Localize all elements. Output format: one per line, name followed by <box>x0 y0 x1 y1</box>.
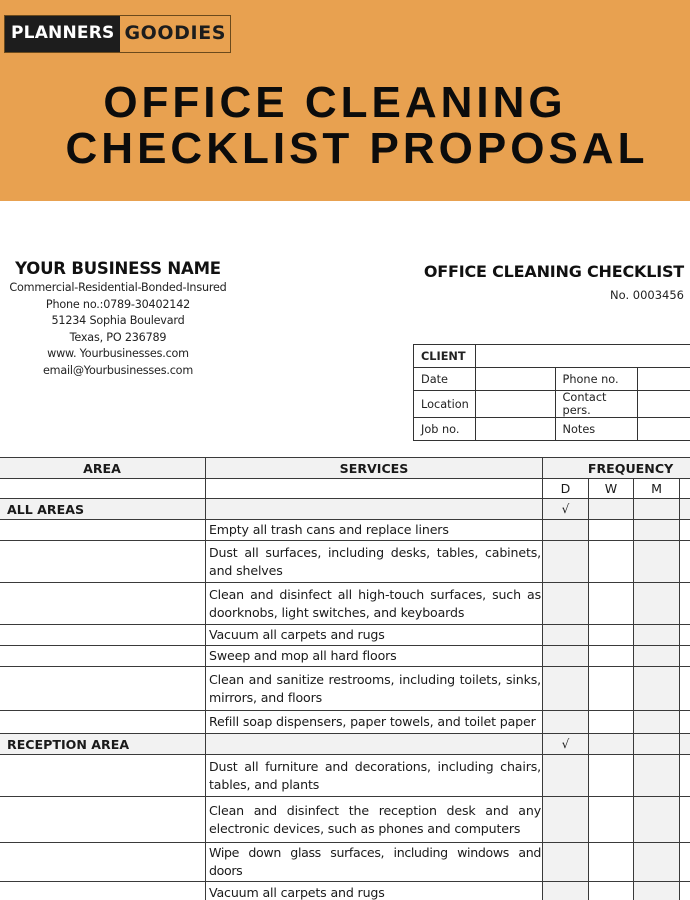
checklist-table <box>0 457 690 900</box>
business-name: YOUR BUSINESS NAME <box>15 259 221 278</box>
freq-extra-header <box>680 479 690 499</box>
service-item: Dust all surfaces, including desks, tables, cabinets, and shelves <box>206 541 543 583</box>
empty-cell <box>0 667 206 711</box>
weekly-checkbox[interactable] <box>589 843 634 882</box>
monthly-checkbox[interactable] <box>634 625 680 646</box>
area-header: AREA <box>0 458 206 479</box>
location-field[interactable] <box>475 391 555 418</box>
daily-checkbox[interactable] <box>543 882 589 900</box>
empty-cell <box>0 479 206 499</box>
service-item: Vacuum all carpets and rugs <box>206 625 543 646</box>
table-row <box>0 797 690 843</box>
service-item: Clean and disinfect the reception desk and any electronic devices, such as phones and computers <box>206 797 543 843</box>
empty-cell <box>0 646 206 667</box>
monthly-checkbox[interactable] <box>634 882 680 900</box>
client-label: CLIENT <box>414 345 476 368</box>
daily-checkbox[interactable] <box>543 625 589 646</box>
extra-checkbox[interactable] <box>680 734 690 755</box>
table-row <box>0 667 690 711</box>
extra-checkbox[interactable] <box>680 797 690 843</box>
daily-checkbox[interactable] <box>543 541 589 583</box>
frequency-header: FREQUENCY <box>543 458 690 479</box>
table-row <box>0 882 690 900</box>
daily-checkbox[interactable] <box>543 667 589 711</box>
section-row-reception-area <box>0 734 690 755</box>
freq-monthly-header: M <box>634 479 680 499</box>
monthly-checkbox[interactable] <box>634 755 680 797</box>
section-row-all-areas <box>0 499 690 520</box>
monthly-checkbox[interactable] <box>634 583 680 625</box>
logo-text-goodies: GOODIES <box>124 22 227 44</box>
daily-checkbox[interactable] <box>543 711 589 734</box>
monthly-checkbox[interactable] <box>634 499 680 520</box>
empty-cell <box>0 711 206 734</box>
table-row <box>0 625 690 646</box>
weekly-checkbox[interactable] <box>589 755 634 797</box>
client-table-row <box>414 368 690 391</box>
phone-label: Phone no. <box>555 368 638 391</box>
brand-logo <box>4 15 231 53</box>
page-title-line-2: CHECKLIST PROPOSAL <box>65 124 649 173</box>
daily-checkbox[interactable] <box>543 646 589 667</box>
business-street: 51234 Sophia Boulevard <box>51 314 185 328</box>
business-website: www. Yourbusinesses.com <box>47 347 189 361</box>
client-table-row <box>414 418 690 441</box>
notes-field[interactable] <box>638 418 690 441</box>
daily-checkbox[interactable] <box>543 755 589 797</box>
service-item: Clean and sanitize restrooms, including toilets, sinks, mirrors, and floors <box>206 667 543 711</box>
empty-cell <box>0 520 206 541</box>
monthly-checkbox[interactable] <box>634 843 680 882</box>
client-info-table <box>413 344 690 441</box>
weekly-checkbox[interactable] <box>589 499 634 520</box>
monthly-checkbox[interactable] <box>634 734 680 755</box>
daily-checkbox[interactable]: √ <box>543 499 589 520</box>
service-item: Vacuum all carpets and rugs <box>206 882 543 900</box>
extra-checkbox[interactable] <box>680 843 690 882</box>
service-item: Refill soap dispensers, paper towels, and toilet paper <box>206 711 543 734</box>
frequency-subheader-row <box>0 479 690 499</box>
table-row <box>0 646 690 667</box>
notes-label: Notes <box>555 418 638 441</box>
extra-checkbox[interactable] <box>680 667 690 711</box>
extra-checkbox[interactable] <box>680 882 690 900</box>
business-info <box>0 258 236 380</box>
extra-checkbox[interactable] <box>680 499 690 520</box>
empty-cell <box>206 734 543 755</box>
empty-cell <box>0 541 206 583</box>
client-field[interactable] <box>475 345 690 368</box>
weekly-checkbox[interactable] <box>589 520 634 541</box>
weekly-checkbox[interactable] <box>589 882 634 900</box>
service-item: Sweep and mop all hard floors <box>206 646 543 667</box>
weekly-checkbox[interactable] <box>589 797 634 843</box>
job-no-field[interactable] <box>475 418 555 441</box>
empty-cell <box>0 882 206 900</box>
monthly-checkbox[interactable] <box>634 667 680 711</box>
contact-person-label: Contact pers. <box>555 391 638 418</box>
table-row <box>0 541 690 583</box>
service-item: Dust all furniture and decorations, including chairs, tables, and plants <box>206 755 543 797</box>
monthly-checkbox[interactable] <box>634 711 680 734</box>
extra-checkbox[interactable] <box>680 541 690 583</box>
table-row <box>0 755 690 797</box>
monthly-checkbox[interactable] <box>634 797 680 843</box>
checklist-title: OFFICE CLEANING CHECKLIST <box>423 262 684 281</box>
monthly-checkbox[interactable] <box>634 520 680 541</box>
extra-checkbox[interactable] <box>680 755 690 797</box>
business-tagline: Commercial-Residential-Bonded-Insured <box>9 281 227 294</box>
table-row <box>0 583 690 625</box>
business-city: Texas, PO 236789 <box>69 330 167 344</box>
services-header: SERVICES <box>206 458 543 479</box>
business-email: email@Yourbusinesses.com <box>42 363 194 377</box>
weekly-checkbox[interactable] <box>589 583 634 625</box>
client-row <box>414 345 690 368</box>
extra-checkbox[interactable] <box>680 583 690 625</box>
service-item: Wipe down glass surfaces, including windows and doors <box>206 843 543 882</box>
checklist-number: No. 0003456 <box>610 288 684 302</box>
empty-cell <box>0 755 206 797</box>
client-table-row <box>414 391 690 418</box>
daily-checkbox[interactable]: √ <box>543 734 589 755</box>
business-phone: Phone no.:0789-30402142 <box>45 297 191 311</box>
weekly-checkbox[interactable] <box>589 711 634 734</box>
table-header-row <box>0 458 690 479</box>
page-title-line-1: OFFICE CLEANING <box>103 78 567 127</box>
extra-checkbox[interactable] <box>680 711 690 734</box>
empty-cell <box>0 797 206 843</box>
empty-cell <box>0 843 206 882</box>
logo-text-planners: PLANNERS <box>5 16 120 52</box>
section-title: RECEPTION AREA <box>0 734 206 755</box>
weekly-checkbox[interactable] <box>589 541 634 583</box>
contact-person-field[interactable] <box>638 391 690 418</box>
service-item: Clean and disinfect all high-touch surfaces, such as doorknobs, light switches, and keyboards <box>206 583 543 625</box>
daily-checkbox[interactable] <box>543 843 589 882</box>
weekly-checkbox[interactable] <box>589 646 634 667</box>
table-row <box>0 843 690 882</box>
daily-checkbox[interactable] <box>543 583 589 625</box>
empty-cell <box>206 499 543 520</box>
empty-cell <box>0 625 206 646</box>
phone-field[interactable] <box>638 368 690 391</box>
table-row <box>0 520 690 541</box>
weekly-checkbox[interactable] <box>589 625 634 646</box>
empty-cell <box>206 479 543 499</box>
empty-cell <box>0 583 206 625</box>
monthly-checkbox[interactable] <box>634 646 680 667</box>
daily-checkbox[interactable] <box>543 797 589 843</box>
monthly-checkbox[interactable] <box>634 541 680 583</box>
service-item: Empty all trash cans and replace liners <box>206 520 543 541</box>
header-banner <box>0 0 690 201</box>
weekly-checkbox[interactable] <box>589 667 634 711</box>
section-title: ALL AREAS <box>0 499 206 520</box>
table-row <box>0 711 690 734</box>
extra-checkbox[interactable] <box>680 646 690 667</box>
freq-weekly-header: W <box>589 479 634 499</box>
location-label: Location <box>414 391 476 418</box>
extra-checkbox[interactable] <box>680 520 690 541</box>
extra-checkbox[interactable] <box>680 625 690 646</box>
daily-checkbox[interactable] <box>543 520 589 541</box>
date-field[interactable] <box>475 368 555 391</box>
weekly-checkbox[interactable] <box>589 734 634 755</box>
job-no-label: Job no. <box>414 418 476 441</box>
freq-daily-header: D <box>543 479 589 499</box>
date-label: Date <box>414 368 476 391</box>
